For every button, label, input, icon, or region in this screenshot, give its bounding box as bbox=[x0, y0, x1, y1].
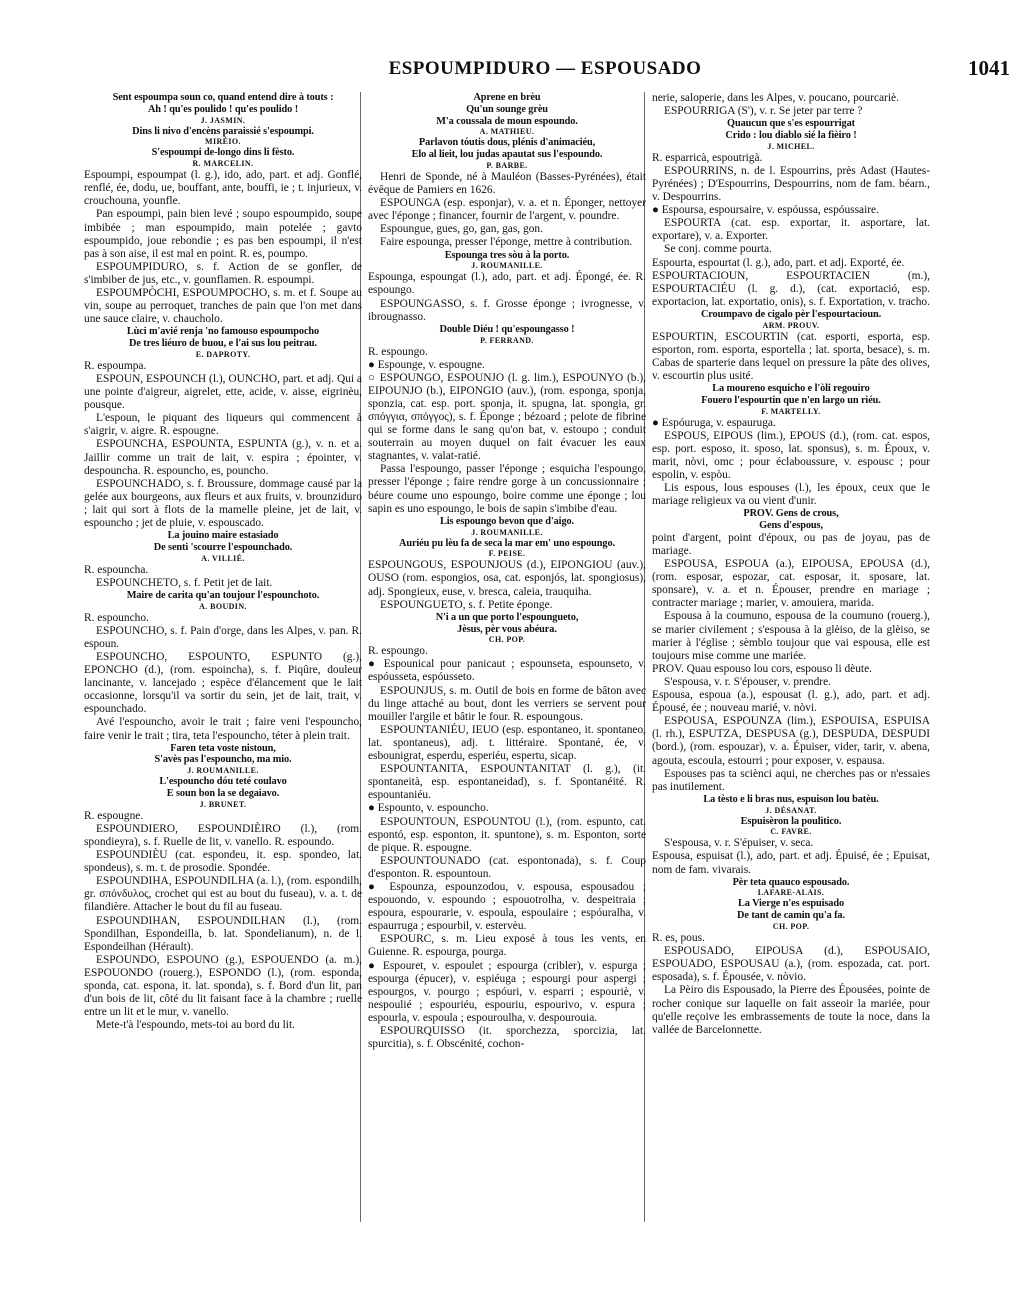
quote-line: Lùci m'avié renja 'no famouso espoumpocho bbox=[126, 326, 320, 338]
page-header bbox=[80, 58, 1010, 84]
quote-line: Maire de carita qu'an toujour l'espounchoto. bbox=[126, 589, 320, 601]
dictionary-text: ● Espoursa, espoursaire, v. espóussa, espóussaire. bbox=[652, 204, 879, 217]
dictionary-entry: ESPOUNGASSO, s. f. Grosse éponge ; ivrognesse, v. ibrougnasso. bbox=[368, 297, 646, 323]
quote-line: La moureno esquicho e l'òli regouiro bbox=[712, 383, 870, 395]
quote-line: N'i a un que porto l'espoungueto, bbox=[435, 611, 579, 623]
quote-line: E soun bon la se degaiavo. bbox=[166, 788, 280, 800]
quote-line: La jouino maire estasiado bbox=[167, 530, 279, 542]
quote-line: S'avès pas l'espouncho, ma mio. bbox=[154, 754, 292, 766]
dictionary-text: R. espoumpa. bbox=[84, 359, 147, 372]
quote-attribution: LAFARE-ALAIS. bbox=[757, 888, 825, 898]
dictionary-text: ESPOURTACIOUN, ESPOURTACIEN (m.), ESPOURTACIÉU (l. g. d.), (cat. exportació, esp. exportacion, lat. exportatio, onis), s. f. Exportation, v. tracho. bbox=[652, 269, 930, 308]
dictionary-entry: Espoungue, gues, go, gan, gas, gon. bbox=[380, 223, 543, 236]
dictionary-entry: ESPOURRIGA (S'), v. r. Se jeter par terre ? bbox=[664, 105, 863, 118]
dictionary-entry: ESPOUNJUS, s. m. Outil de bois en forme de bâton avec du linge attaché au bout, dont les verriers se servent pour mouiller l'argile et bâtir le four. R. espoungous. bbox=[368, 684, 646, 723]
dictionary-entry: ESPOUSADO, EIPOUSA (d.), ESPOUSAIO, ESPOUADO, ESPOUSAU (a.), (rom. espozada, cat. port. esposada), s. f. Épousée, v. nòvio. bbox=[652, 945, 930, 984]
dictionary-text: Espousa, espoua (a.), espousat (l. g.), ado, part. et adj. Épousé, ée ; nouveau marié, v. nòvi. bbox=[652, 689, 930, 715]
dictionary-text: Espousa, espuisat (l.), ado, part. et adj. Épuisé, ée ; Epuisat, nom de fam. vivarais. bbox=[652, 850, 930, 876]
dictionary-entry: ESPOUNCHADO, s. f. Broussure, dommage causé par la gelée aux bourgeons, aux fleurs et aux fruits, v. brounziduro ; lait qui sort à flots de la mamelle pleine, jet de lait, v. espouncho ; jet de pluie, v. espouscado. bbox=[84, 477, 362, 530]
dictionary-entry: ESPOUNTOUNADO (cat. espontonada), s. f. Coup d'esponton. R. espountoun. bbox=[368, 854, 646, 880]
dictionary-text: PROV. Quau espouso lou cors, espouso li dèute. bbox=[652, 662, 872, 675]
quote-attribution: J. JASMIN. bbox=[200, 115, 246, 125]
quote-line: Auriéu pu lèu fa de seca la mar em' uno espoungo. bbox=[398, 537, 616, 549]
dictionary-entry: ESPOUMPIDURO, s. f. Action de se gonfler, de s'imbiber de jus, etc., v. gounflamen. R. espoumpi. bbox=[84, 260, 362, 286]
dictionary-entry: ESPOURRINS, n. de l. Espourrins, près Adast (Hautes-Pyrénées) ; D'Espourrins, Despourrins, nom de fam. béarn., v. Despourrins. bbox=[652, 164, 930, 204]
quote-attribution: E. DAPROTY. bbox=[195, 349, 251, 359]
dictionary-entry: Henri de Sponde, né à Mauléon (Basses-Pyrénées), était évêque de Pamiers en 1626. bbox=[368, 170, 646, 197]
dictionary-text: ● Espounto, v. espouncho. bbox=[368, 802, 489, 815]
dictionary-entry: ESPOUNTOUN, ESPOUNTOU (l.), (rom. espunto, cat. espontó, esp. esponton, it. spuntone), s. m. Esponton, sorte de pique. R. espougne. bbox=[368, 815, 646, 854]
dictionary-entry: Passa l'espoungo, passer l'éponge ; esquicha l'espoungo, presser l'éponge ; faire rendre gorge à un concussionnaire ; béure coume uno espoungo, boire comme une éponge ; lou sapin es uno espoungo, le bois de sapin s'imbibe d'eau. bbox=[368, 463, 646, 515]
dictionary-entry: ESPOUSA, ESPOUNZA (lim.), ESPOUISA, ESPUISA (l. rh.), ESPUTZA, DESPUSA (g.), DESPUDA, DESPUDI (bord.), (rom. espouzar), v. a. Épuiser, vider, tarir, v. abena, agouta, escoula, estourri ; pour exposer, v. espausa. bbox=[652, 715, 930, 767]
quote-attribution: MIRÈIO. bbox=[205, 137, 241, 147]
quote-line: Espuisèron la poulitico. bbox=[740, 815, 842, 827]
quote-attribution: ARM. PROUV. bbox=[762, 320, 820, 330]
quote-attribution: J. ROUMANILLE. bbox=[471, 527, 543, 537]
quote-attribution: P. FERRAND. bbox=[480, 335, 534, 345]
dictionary-entry: Se conj. comme pourta. bbox=[664, 243, 772, 256]
dictionary-text: ESPOURTIN, ESCOURTIN (cat. esporti, esporta, esp. esporton, rom. esporta, esportella ; lat. sporta, besace), s. m. Cabas de sparterie dans lequel on pressure la pâte des olives, v. escourtin plus usité. bbox=[652, 330, 930, 382]
dictionary-entry: Pan espoumpi, pain bien levé ; soupo espoumpido, soupe imbibée ; man espoumpido, main potelée ; gavto espoumpido, joue rebondie ; es pas ben espoumpi, il n'est pas à son aise, il est mal en point. R. es, poumpo. bbox=[84, 208, 362, 260]
dictionary-text: point d'argent, point d'époux, ou pas de joyau, pas de mariage. bbox=[652, 531, 930, 558]
dictionary-entry: ESPOUMPÒCHI, ESPOUMPOCHO, s. m. et f. Soupe au vin, soupe au perroquet, tranches de pain que l'on met dans une sauce claire, v. chaucholo. bbox=[84, 287, 362, 326]
dictionary-text: ● Espounical pour panicaut ; espounseta, espounseto, v. espóusseta, espóusseto. bbox=[368, 658, 646, 684]
dictionary-text: ○ ESPOUNGO, ESPOUNJO (l. g. lim.), ESPOUNYO (b.), EIPOUNJO (b.), EIPONGIO (auv.), (rom. esponga, sponja, sponzia, cat. esp. port. sponja, it. spugna, lat. spongia, gr. σπόγγια, σπόγγος), s. f. Éponge ; bézoard ; pelote de fibrine qui se forme dans le sang qu'on bat, v. estoupo ; conduit souterrain au moyen duquel on fait évacuer les eaux stagnantes, v. valat-ratié. bbox=[368, 371, 646, 463]
dictionary-text: R. espouncha. bbox=[84, 563, 149, 576]
quote-attribution: J. DÉSANAT. bbox=[765, 805, 817, 815]
dictionary-text: R. espouncho. bbox=[84, 611, 149, 624]
dictionary-entry: ESPOUNDIERO, ESPOUNDIÈIRO (l.), (rom. spondieyra), s. f. Ruelle de lit, v. vanello. R. espoundo. bbox=[84, 822, 362, 849]
dictionary-text: Espoumpi, espoumpat (l. g.), ido, ado, part. et adj. Gonflé, renflé, ée, dodu, ue, bouffant, ante, bouffi, ie ; t. injurieux, v. crouchouna, younfle. bbox=[84, 169, 362, 208]
quote-attribution: A. MATHIEU. bbox=[479, 127, 535, 137]
dictionary-entry: ESPOUNDIÈU (cat. espondeu, it. esp. spondeo, lat. spondeus), s. m. t. de prosodie. Spondée. bbox=[84, 849, 362, 875]
dictionary-entry: S'espousa, v. r. S'épuiser, v. seca. bbox=[664, 837, 814, 850]
column-middle bbox=[368, 92, 646, 1051]
quote-line: Espounga tres sòu à la porto. bbox=[444, 249, 570, 261]
dictionary-text: nerie, saloperie, dans les Alpes, v. poucano, pourcariè. bbox=[652, 92, 899, 104]
quote-line: Aprene en brèu bbox=[473, 92, 541, 103]
dictionary-entry: ESPOUNDIHAN, ESPOUNDILHAN (l.), (rom. Spondilhan, Espondeilla, b. lat. Spondelianum), n. de l. Espondeilhan (Hérault). bbox=[84, 914, 362, 953]
dictionary-entry: ESPOURQUISSO (it. sporchezza, sporcizia, lat. spurcitia), s. f. Obscénité, cochon- bbox=[368, 1025, 646, 1051]
quote-line: Sent espoumpa soun co, quand entend dire à touts : bbox=[112, 92, 334, 103]
dictionary-entry: ESPOUNTANITA, ESPOUNTANITAT (l. g.), (it. spontaneità, esp. espontaneidad), s. f. Spontanéité. R. espountaniéu. bbox=[368, 763, 646, 802]
dictionary-entry: S'espousa, v. r. S'épouser, v. prendre. bbox=[664, 675, 831, 688]
quote-attribution: CH. POP. bbox=[488, 635, 526, 645]
quote-attribution: J. MICHEL. bbox=[767, 141, 815, 151]
dictionary-text: R. espoungo. bbox=[368, 645, 428, 658]
quote-line: S'espoumpi de-longo dins li fèsto. bbox=[151, 147, 295, 159]
dictionary-entry: ESPOUNCHO, ESPOUNTO, ESPUNTO (g.), EPONCHO (d.), (rom. espoincha), s. f. Piqûre, douleur lancinante, v. lancejado ; espèce d'élancement que le lait occasionne, lorsqu'il va sortir du sein, jet de lait, trait, v. espounchado. bbox=[84, 650, 362, 716]
quote-line: Faren teta voste nistoun, bbox=[170, 742, 276, 754]
quote-attribution: F. MARTELLY. bbox=[761, 406, 821, 416]
dictionary-entry: ESPOUNCHA, ESPOUNTA, ESPUNTA (g.), v. n. et a. Jaillir comme un trait de lait, v. espira ; épointer, v. despouncha. R. espouncho, es, pouncho. bbox=[84, 438, 362, 477]
dictionary-entry: ESPOURTA (cat. esp. exportar, it. asportare, lat. exportare), v. a. Exporter. bbox=[652, 217, 930, 243]
dictionary-text: Espounga, espoungat (l.), ado, part. et adj. Épongé, ée. R. espoungo. bbox=[368, 271, 646, 297]
dictionary-entry: Avé l'espouncho, avoir le trait ; faire veni l'espouncho, faire venir le trait ; tira, teta l'espouncho, téter à plein trait. bbox=[84, 716, 362, 742]
dictionary-entry: ESPOUSA, ESPOUA (a.), EIPOUSA, EPOUSA (d.), (rom. esposar, espozar, cat. esposar, it. sposare, lat. sponsare), v. a. et n. Épouser, prendre en mariage ; contracter mariage ; marier, v. amouiera, marida. bbox=[652, 558, 930, 610]
dictionary-entry: L'espoun, le piquant des liqueurs qui commencent à s'aigrir, v. aigre. R. espougne. bbox=[84, 412, 362, 438]
quote-line: M'a coussala de moun espoundo. bbox=[436, 115, 578, 127]
quote-line: Dins li nivo d'encèns paraissié s'espoumpi. bbox=[132, 125, 314, 137]
dictionary-entry: ESPOUNDO, ESPOUNO (g.), ESPOUENDO (a. m.), ESPOUONDO (rouerg.), ESPONDO (l.), (rom. esponda, sponda, cat. espona, it. lat. sponda), s. f. Bord d'un lit, pan d'un bois de lit, côté du lit faisant face à la chambre ; ruelle entre un lit et le mur, v. vanello. bbox=[84, 953, 362, 1019]
quote-line: PROV. Gens de crous, bbox=[743, 508, 839, 520]
dictionary-text: ● Espounge, v. espougne. bbox=[368, 358, 485, 371]
dictionary-text: ● Espouret, v. espoulet ; espourga (cribler), v. espurga ; espourga (épucer), v. espiéuga ; espourgi pour aspergi ; espourgos, v. pourgo ; espóuri, v. esparri ; espouriè, v. nespoulié ; espouriéu, espouriu, espourivo, v. espura ; espourla, v. espoula ; espouroulha, v. despourouia. bbox=[368, 959, 646, 1024]
dictionary-text: ESPOUNGOUS, ESPOUNJOUS (d.), EIPONGIOU (auv.), OUSO (rom. espongios, osa, cat. esponjós, lat. spongiosus), adj. Spongieux, euse, v. bresca, caleia, trauquiha. bbox=[368, 559, 646, 598]
quote-line: De senti 'scourre l'espounchado. bbox=[153, 541, 293, 553]
quote-line: Croumpavo de cigalo pèr l'espourtacioun. bbox=[700, 308, 882, 320]
quote-line: Parlavon tóutis dous, plénis d'animaciéu, bbox=[418, 137, 596, 149]
dictionary-text: R. espoungo. bbox=[368, 345, 428, 358]
dictionary-entry: Faire espounga, presser l'éponge, mettre à contribution. bbox=[380, 236, 633, 249]
column-right bbox=[652, 92, 930, 1037]
dictionary-text: R. esparricà, espoutrigà. bbox=[652, 151, 763, 164]
quote-line: L'espouncho dóu teté coulavo bbox=[159, 776, 287, 788]
dictionary-entry: La Pèiro dis Espousado, la Pierre des Épousées, pointe de rocher conique sur laquelle on fait asseoir la mariée, pour qu'elle reçoive les embrassements de toute la noce, dans la vallée de Barcelonnette. bbox=[652, 984, 930, 1036]
quote-line: Fouero l'espourtin que n'en largo un riéu. bbox=[701, 394, 881, 406]
quote-line: Pèr teta quauco espousado. bbox=[732, 876, 850, 888]
dictionary-entry: ESPOUN, ESPOUNCH (l.), OUNCHO, part. et adj. Qui a une pointe d'aigreur, aigrelet, ette, acide, v. aisse, eigrinèu, pousque. bbox=[84, 373, 362, 412]
dictionary-entry: ESPOURC, s. m. Lieu exposé à tous les vents, en Guienne. R. espourga, pourga. bbox=[368, 933, 646, 959]
quote-line: La tèsto e li bras nus, espuison lou batèu. bbox=[703, 793, 879, 805]
dictionary-text: R. es, pous. bbox=[652, 932, 705, 945]
quote-attribution: J. BRUNET. bbox=[199, 799, 247, 809]
quote-line: Qu'un sounge grèu bbox=[466, 103, 548, 115]
quote-line: De tant de camin qu'a fa. bbox=[737, 910, 845, 922]
quote-line: Elo al lieit, lou judas apautat sus l'espoundo. bbox=[411, 149, 603, 161]
quote-line: De tres liéuro de buou, e l'ai sus lou peitrau. bbox=[129, 338, 317, 350]
dictionary-entry: ESPOUNCHETO, s. f. Petit jet de lait. bbox=[96, 576, 273, 589]
dictionary-text: R. espougne. bbox=[84, 809, 144, 822]
quote-attribution: F. PEISE. bbox=[488, 549, 526, 559]
quote-attribution: CH. POP. bbox=[772, 922, 810, 932]
dictionary-entry: ESPOUNGUETO, s. f. Petite éponge. bbox=[380, 598, 553, 611]
column-left bbox=[84, 92, 362, 1032]
dictionary-entry: ESPOUNTANIÉU, IEUO (esp. espontaneo, it. spontaneo, lat. spontaneus), adj. t. littéraire. Spontané, ée, v. esbounigrat, esperdu, esperiéu, espertu, sicap. bbox=[368, 723, 646, 763]
quote-line: Double Diéu ! qu'espoungasso ! bbox=[439, 323, 575, 335]
quote-line: Jèsus, pèr vous abéura. bbox=[457, 623, 557, 635]
dictionary-entry: ESPOUNCHO, s. f. Pain d'orge, dans les Alpes, v. pan. R. espoun. bbox=[84, 624, 362, 650]
dictionary-entry: Mete-t'à l'espoundo, mets-toi au bord du lit. bbox=[96, 1019, 295, 1032]
dictionary-entry: Lis espous, lous espouses (l.), les époux, ceux que le mariage religieux va ou vient d'unir. bbox=[652, 482, 930, 508]
quote-line: Gens d'espous, bbox=[759, 520, 823, 532]
quote-attribution: P. BARBE. bbox=[486, 160, 528, 170]
quote-attribution: A. BOUDIN. bbox=[199, 601, 247, 611]
dictionary-text: ● Espounza, espounzodou, v. espousa, espousadou ; espouondo, v. espoundo ; espouotrolha, v. despeitraia ; espoura, espourarie, v. espoula, espoulaire ; espóuralha, v. espaurruga ; espourbil, v. estervèu. bbox=[368, 880, 646, 933]
page-number: 1041 bbox=[968, 56, 1010, 80]
dictionary-text: ● Espóuruga, v. espauruga. bbox=[652, 416, 776, 429]
running-head: ESPOUMPIDURO — ESPOUSADO bbox=[388, 58, 702, 79]
quote-line: Quaucun que s'es espourrigat bbox=[727, 118, 855, 130]
quote-attribution: J. ROUMANILLE. bbox=[187, 766, 259, 776]
quote-line: Crido : lou diablo sié la fièiro ! bbox=[725, 129, 857, 141]
quote-line: Ah ! qu'es poulido ! qu'es poulido ! bbox=[147, 103, 299, 115]
dictionary-text: Espourta, espourtat (l. g.), ado, part. et adj. Exporté, ée. bbox=[652, 256, 905, 269]
dictionary-entry: ESPOUNGA (esp. esponjar), v. a. et n. Éponger, nettoyer avec l'éponge ; financer, fournir de l'argent, v. poundre. bbox=[368, 197, 646, 223]
quote-attribution: A. VILLIÉ. bbox=[201, 553, 245, 563]
dictionary-entry: Espouses pas ta sciènci aqui, ne cherches pas or n'essaies pas inutilement. bbox=[652, 767, 930, 793]
quote-attribution: C. FAVRE. bbox=[770, 827, 812, 837]
quote-line: La Vierge n'es espuisado bbox=[737, 898, 844, 910]
dictionary-entry: ESPOUNDIHA, ESPOUNDILHA (a. l.), (rom. espondilh, gr. σπόνδυλος, crochet qui est au bout du fuseau), v. a. t. de filandière. Attacher le bout du fil au fuseau. bbox=[84, 875, 362, 914]
dictionary-entry: ESPOUS, EIPOUS (lim.), EPOUS (d.), (rom. cat. espos, esp. port. esposo, it. sposo, lat. sponsus), s. m. Époux, v. marit, nòvi, omc ; pour éclaboussure, v. espousc ; pour espolin, v. espòu. bbox=[652, 429, 930, 482]
quote-attribution: J. ROUMANILLE. bbox=[471, 261, 543, 271]
dictionary-entry: Espousa à la coumuno, espousa de la coumuno (rouerg.), se marier civilement ; s'espousa à la glèiso, de la glèiso, se marier à l'église ; sèmblo toujour que vai espousa, elle est toujours mise comme une mariée. bbox=[652, 610, 930, 662]
quote-attribution: R. MARCELIN. bbox=[192, 159, 254, 169]
quote-line: Lis espoungo bevon que d'aigo. bbox=[439, 515, 575, 527]
